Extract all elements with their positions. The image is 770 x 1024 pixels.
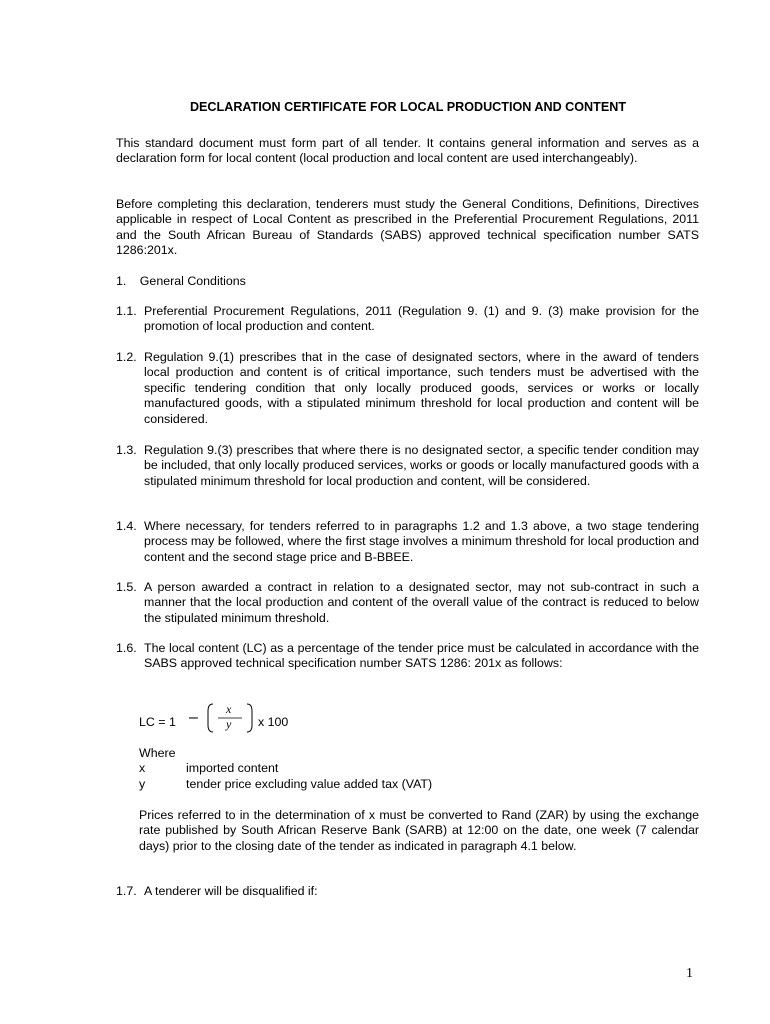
- clause-1-2: [116, 350, 699, 427]
- clause-text: The local content (LC) as a percentage of the tender price must be calculated in accordance with the SABS approved technical specification number SATS 1286: 201x as follows:: [144, 641, 699, 671]
- formula-lhs: LC = 1: [139, 715, 176, 729]
- page-number: 1: [686, 966, 693, 981]
- definition-meaning: tender price excluding value added tax (VAT): [186, 776, 433, 791]
- definition-symbol: x: [139, 761, 146, 776]
- clause-number: 1.5.: [116, 580, 137, 594]
- clause-1-6: [116, 641, 699, 672]
- clause-text: A tenderer will be disqualified if:: [144, 884, 318, 899]
- clause-text: Regulation 9.(3) prescribes that where there is no designated sector, a specific tender condition may be included, that only locally produced services, works or goods or locally manufactured goods with a stipulated minimum threshold for local production and content, will be considered.: [144, 443, 699, 488]
- definition-meaning: imported content: [186, 761, 279, 776]
- section-number: 1.: [116, 274, 127, 288]
- clause-number: 1.2.: [116, 350, 137, 364]
- prices-note-paragraph: Prices referred to in the determination of x must be converted to Rand (ZAR) by using the exchange rate published by South African Reserve Bank (SARB) at 12:00 on the date, one week (7 calendar days) prior to the closing date of the tender as indicated in paragraph 4.1 below.: [139, 808, 699, 853]
- where-label: Where: [139, 746, 176, 760]
- section-label: General Conditions: [139, 274, 246, 288]
- document-title: DECLARATION CERTIFICATE FOR LOCAL PRODUCTION AND CONTENT: [189, 100, 627, 114]
- formula-numerator: x: [226, 702, 232, 716]
- formula-minus: –: [189, 709, 198, 726]
- clause-number: 1.4.: [116, 519, 137, 533]
- clause-1-5: [116, 580, 699, 626]
- clause-number: 1.3.: [116, 443, 137, 457]
- where-definitions: [139, 746, 699, 792]
- definition-symbol: y: [139, 776, 146, 791]
- clause-1-1: [116, 304, 699, 335]
- clause-text: A person awarded a contract in relation to a designated sector, may not sub-contract in such a manner that the local production and content of the overall value of the contract is reduced to below the stipulated minimum threshold.: [144, 580, 699, 625]
- clause-1-4: [116, 519, 699, 565]
- clause-text: Where necessary, for tenders referred to in paragraphs 1.2 and 1.3 above, a two stage tendering process may be followed, where the first stage involves a minimum threshold for local production and content and the second stage price and B-BBEE.: [144, 519, 699, 564]
- clause-number: 1.1.: [116, 304, 137, 318]
- clause-number: 1.6.: [116, 641, 137, 655]
- intro-paragraph-2: Before completing this declaration, tenderers must study the General Conditions, Definitions, Directives applicable in respect of Local Content as prescribed in the Preferential Procurement Regulations, 2011 and the South African Bureau of Standards (SABS) approved technical specification number SATS 1286:201x.: [116, 197, 699, 258]
- clause-text: Regulation 9.(1) prescribes that in the case of designated sectors, where in the award of tenders local production and content is of critical importance, such tenders must be advertised with the specific tendering condition that only locally produced goods, services or works or locally manufactured goods, with a stipulated minimum threshold for local production and content will be considered.: [144, 350, 699, 426]
- clause-1-3: [116, 443, 699, 489]
- formula-denominator: y: [226, 717, 232, 731]
- clause-1-7: [116, 884, 699, 899]
- formula-rhs: x 100: [258, 715, 289, 729]
- clause-number: 1.7.: [116, 884, 137, 898]
- section-heading-general-conditions: [116, 274, 699, 289]
- clause-text: Preferential Procurement Regulations, 2011 (Regulation 9. (1) and 9. (3) make provision for the promotion of local production and content.: [144, 304, 699, 334]
- definition-row: [139, 777, 699, 792]
- definition-row: [139, 761, 699, 776]
- intro-paragraph-1: This standard document must form part of all tender. It contains general information and serves as a declaration form for local content (local production and local content are used interchangeably).: [116, 136, 699, 166]
- local-content-formula: [139, 701, 359, 737]
